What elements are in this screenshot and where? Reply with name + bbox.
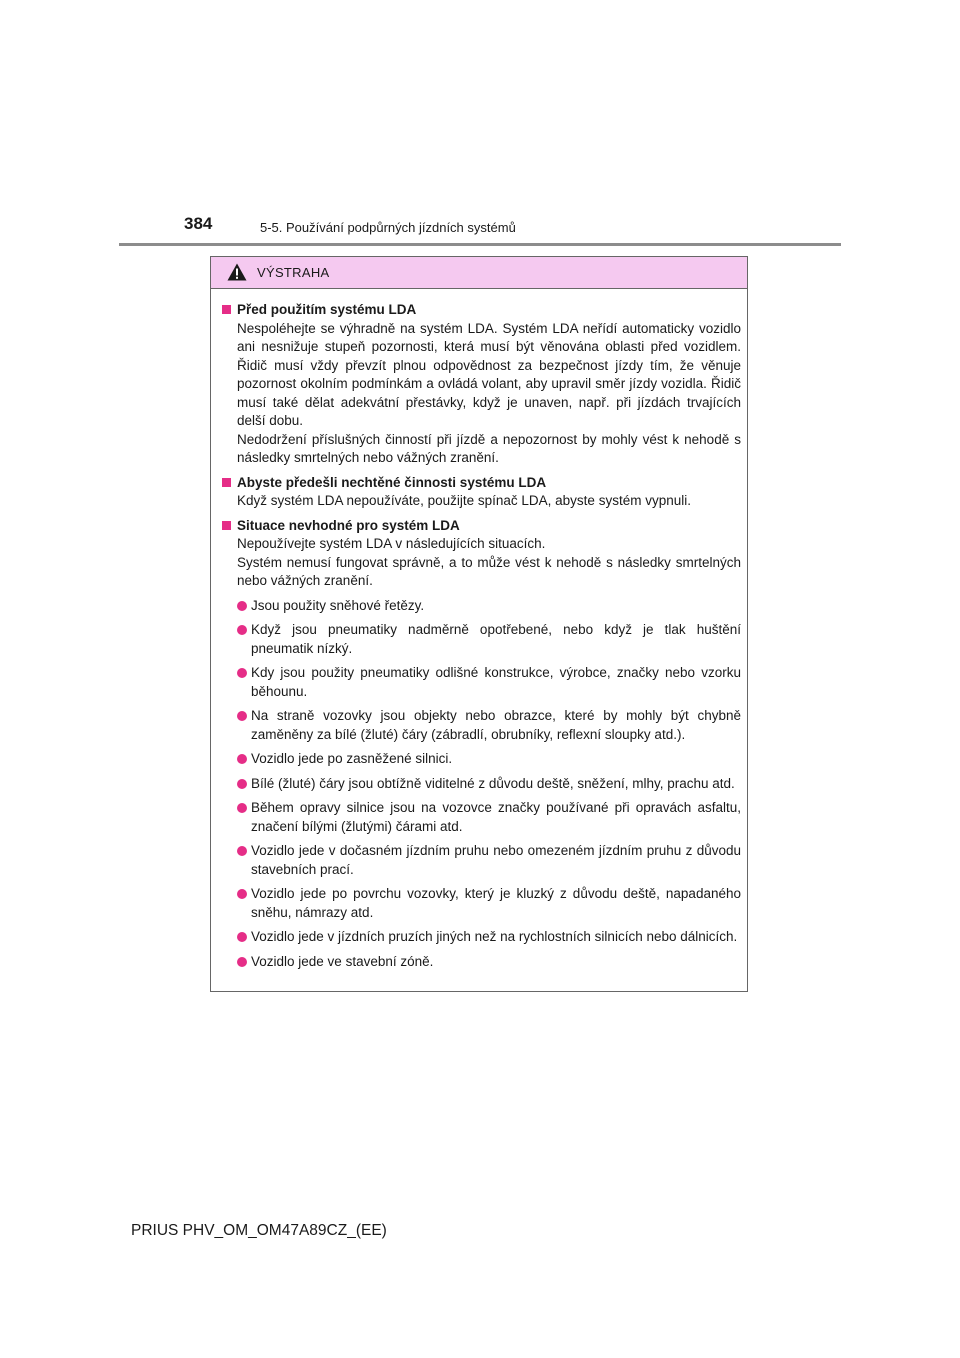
section-title	[220, 474, 741, 493]
warning-triangle-icon	[227, 263, 247, 281]
section-title-text: Situace nevhodné pro systém LDA	[237, 517, 460, 533]
section-title	[220, 301, 741, 320]
list-item: Kdy jsou použity pneumatiky odlišné konstrukce, výrobce, značky nebo vzorku běhounu.	[220, 664, 741, 701]
chapter-title: 5-5. Používání podpůrných jízdních systémů	[260, 220, 516, 235]
paragraph: Nepoužívejte systém LDA v následujících situacích.	[237, 536, 546, 551]
list-item: Vozidlo jede po zasněžené silnici.	[220, 750, 741, 769]
dot-bullet-icon	[237, 846, 247, 856]
section-title-text: Před použitím systému LDA	[237, 302, 417, 317]
dot-bullet-icon	[237, 601, 247, 611]
warning-box	[210, 256, 748, 992]
warning-label: VÝSTRAHA	[257, 265, 330, 280]
paragraph: Když systém LDA nepoužíváte, použijte spínač LDA, abyste systém vypnuli.	[237, 493, 691, 508]
document-code: PRIUS PHV_OM_OM47A89CZ_(EE)	[131, 1222, 387, 1239]
bullet-list	[220, 597, 741, 972]
dot-bullet-icon	[237, 668, 247, 678]
dot-bullet-icon	[237, 625, 247, 635]
list-item: Během opravy silnice jsou na vozovce značky používané při opravách asfaltu, značení bílými (žlutými) čárami atd.	[220, 799, 741, 836]
square-bullet-icon	[222, 478, 231, 487]
dot-bullet-icon	[237, 889, 247, 899]
section-title	[220, 517, 741, 536]
list-item: Na straně vozovky jsou objekty nebo obrazce, které by mohly být chybně zaměněny za bílé (žluté) čáry (zábradlí, obrubníky, reflexní sloupky atd.).	[220, 707, 741, 744]
paragraph: Nespoléhejte se výhradně na systém LDA. Systém LDA neřídí automaticky vozidlo ani nesnižuje stupeň pozornosti, která musí být věnována oblasti před vozidlem. Řidič musí vždy převzít plnou odpovědnost za bezpečnost jízdy tím, že věnuje pozornost okolním podmínkám a ovládá volant, aby upravil směr jízdy vozidla. Řidič musí také dělat adekvátní přestávky, když je unaven, např. při jízdách trvajících delší dobu.	[237, 320, 741, 428]
warning-section-before-use	[220, 301, 741, 468]
warning-section-unsuitable-situations	[220, 517, 741, 972]
paragraph: Systém nemusí fungovat správně, a to může vést k nehodě s následky smrtelných nebo vážných zranění.	[237, 554, 741, 588]
list-item: Jsou použity sněhové řetězy.	[220, 597, 741, 616]
list-item: Vozidlo jede v dočasném jízdním pruhu nebo omezeném jízdním pruhu z důvodu stavebních prací.	[220, 842, 741, 879]
list-item: Vozidlo jede ve stavební zóně.	[220, 953, 741, 972]
square-bullet-icon	[222, 305, 231, 314]
dot-bullet-icon	[237, 754, 247, 764]
warning-header	[211, 257, 747, 289]
dot-bullet-icon	[237, 711, 247, 721]
section-title-text: Abyste předešli nechtěné činnosti systému LDA	[237, 474, 547, 490]
paragraph: Nedodržení příslušných činností při jízdě a nepozornost by mohly vést k nehodě s následky smrtelných nebo vážných zranění.	[237, 431, 741, 465]
list-item: Bílé (žluté) čáry jsou obtížně viditelné z důvodu deště, sněžení, mlhy, prachu atd.	[220, 775, 741, 794]
page-number: 384	[184, 214, 213, 233]
dot-bullet-icon	[237, 803, 247, 813]
page-header	[184, 214, 844, 246]
list-item: Když jsou pneumatiky nadměrně opotřebené, nebo když je tlak huštění pneumatik nízký.	[220, 621, 741, 658]
warning-body	[211, 289, 747, 971]
square-bullet-icon	[222, 521, 231, 530]
warning-section-prevent-unwanted	[220, 474, 741, 511]
dot-bullet-icon	[237, 957, 247, 967]
header-rule	[119, 243, 841, 246]
dot-bullet-icon	[237, 779, 247, 789]
list-item: Vozidlo jede po povrchu vozovky, který je kluzký z důvodu deště, napadaného sněhu, námrazy atd.	[220, 885, 741, 922]
dot-bullet-icon	[237, 932, 247, 942]
list-item: Vozidlo jede v jízdních pruzích jiných než na rychlostních silnicích nebo dálnicích.	[220, 928, 741, 947]
